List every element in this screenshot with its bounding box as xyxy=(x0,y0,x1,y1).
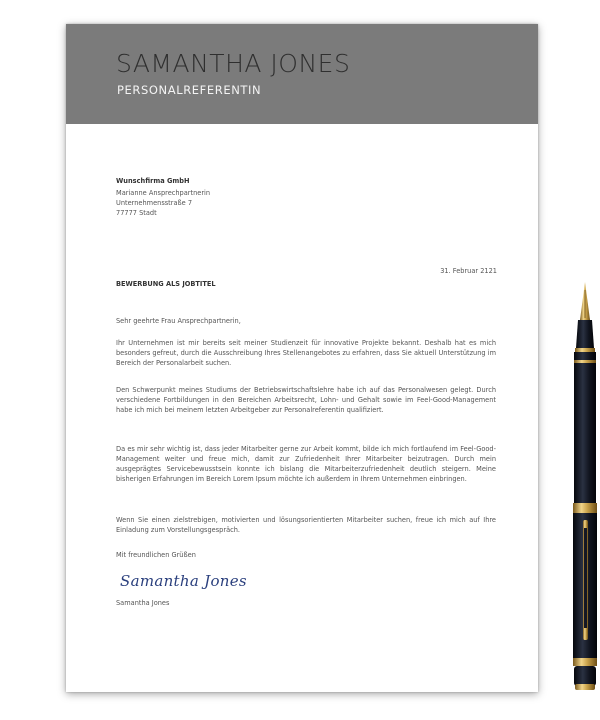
recipient-street: Unternehmensstraße 7 xyxy=(116,199,193,207)
salutation: Sehr geehrte Frau Ansprechpartnerin, xyxy=(116,317,241,325)
closing: Mit freundlichen Grüßen xyxy=(116,551,196,559)
letter-page xyxy=(66,24,538,692)
letter-subject: BEWERBUNG ALS JOBTITEL xyxy=(116,280,216,288)
letter-date: 31. Februar 2121 xyxy=(440,267,497,275)
recipient-company: Wunschfirma GmbH xyxy=(116,177,190,185)
applicant-name: SAMANTHA JONES xyxy=(116,49,351,78)
recipient-city: 77777 Stadt xyxy=(116,209,157,217)
paragraph-3: Da es mir sehr wichtig ist, dass jeder Mitarbeiter gerne zur Arbeit kommt, bilde ich mich fortlaufend im Feel-Good-Management weiter und freue mich, damit zur Zufriedenheit Ihrer Mitarbeiter beizutragen. Durch mein ausgeprägtes Servicebewusstsein konnte ich bislang die Mitarbeiterzufriedenheit deutlich steigern. Meine bisherigen Erfahrungen im Bereich Lorem Ipsum möchte ich außerdem in Ihrem Unternehmen einbringen. xyxy=(116,445,496,483)
paragraph-4: Wenn Sie einen zielstrebigen, motivierten und lösungsorientierten Mitarbeiter suchen, freue ich mich auf Ihre Einladung zum Vorstellungsgespräch. xyxy=(116,516,496,534)
applicant-role: PERSONALREFERENTIN xyxy=(117,83,262,97)
paragraph-2: Den Schwerpunkt meines Studiums der Betriebswirtschaftslehre habe ich auf das Personalwesen gelegt. Durch verschiedene Fortbildungen in den Bereichen Arbeitsrecht, Lohn- und Gehalt sowie im Feel-Good-Management habe ich mich bei meinem letzten Arbeitgeber zur Personalreferentin qualifiziert. xyxy=(116,386,496,414)
signer-name: Samantha Jones xyxy=(116,599,170,607)
paragraph-1: Ihr Unternehmen ist mir bereits seit meiner Studienzeit für innovative Projekte bekannt. Deshalb hat es mich besonders gefreut, durch die Ausschreibung Ihres Stellenangebotes zu erfahren, dass Sie aktuell Unterstützung im Bereich der Personalarbeit suchen. xyxy=(116,339,496,367)
recipient-contact: Marianne Ansprechpartnerin xyxy=(116,189,211,197)
fountain-pen-icon xyxy=(562,280,600,700)
recipient-address xyxy=(116,176,496,218)
handwritten-signature: Samantha Jones xyxy=(120,572,247,590)
letter-header xyxy=(66,24,538,124)
